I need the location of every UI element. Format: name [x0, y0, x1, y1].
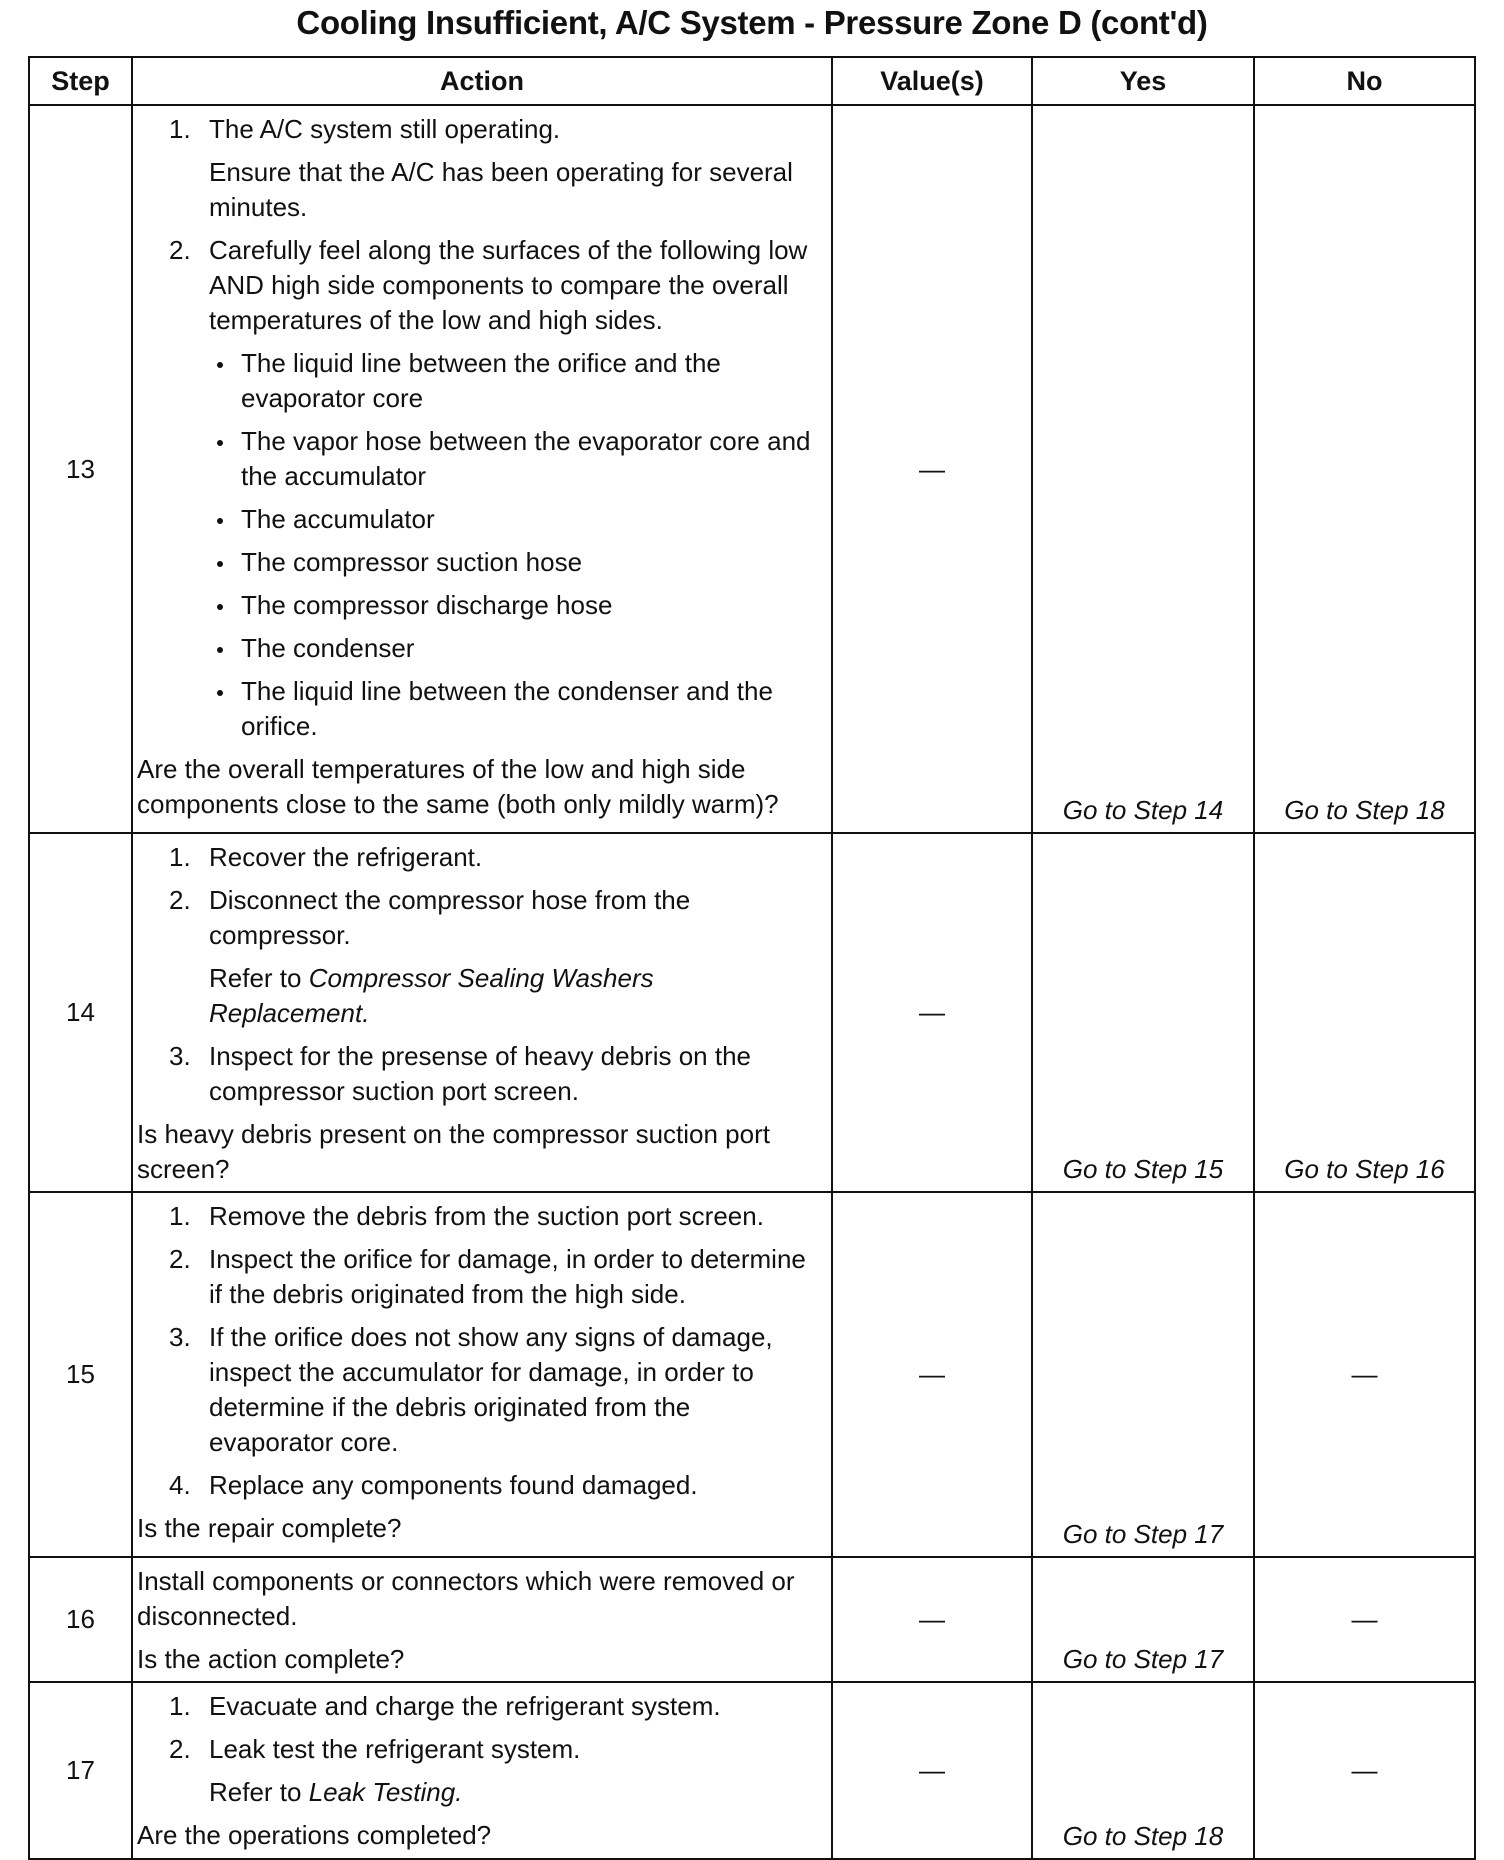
bullet-item: The compressor suction hose	[209, 545, 821, 580]
value-cell: —	[832, 1557, 1032, 1682]
component-bullet-list	[209, 346, 821, 744]
action-cell	[132, 1682, 832, 1859]
table-row-step-13	[29, 105, 1475, 833]
item-number: 2.	[169, 235, 191, 265]
item-note	[209, 1775, 821, 1810]
bullet-item: The vapor hose between the evaporator core and the accumulator	[209, 424, 821, 494]
action-list	[137, 1689, 821, 1810]
refer-prefix: Refer to	[209, 963, 309, 993]
item-number: 2.	[169, 1244, 191, 1274]
reference-title: Leak Testing.	[308, 1777, 463, 1807]
step-question: Is the repair complete?	[137, 1513, 402, 1543]
list-item	[137, 1689, 821, 1724]
item-text: Replace any components found damaged.	[209, 1470, 698, 1500]
action-cell	[132, 1557, 832, 1682]
bullet-item: The liquid line between the orifice and the evaporator core	[209, 346, 821, 416]
item-number: 2.	[169, 885, 191, 915]
step-number: 14	[29, 833, 132, 1192]
item-note	[209, 961, 821, 1031]
list-item	[137, 1732, 821, 1810]
refer-prefix: Refer to	[209, 1777, 309, 1807]
no-cell: —	[1254, 1682, 1475, 1859]
no-cell: Go to Step 16	[1254, 833, 1475, 1192]
yes-cell: Go to Step 17	[1032, 1557, 1254, 1682]
item-text: The A/C system still operating.	[209, 114, 561, 144]
item-number: 2.	[169, 1734, 191, 1764]
action-cell	[132, 833, 832, 1192]
item-text: Evacuate and charge the refrigerant system.	[209, 1691, 721, 1721]
no-cell: Go to Step 18	[1254, 105, 1475, 833]
action-text: Install components or connectors which were removed or disconnected.	[137, 1566, 795, 1631]
item-text: Leak test the refrigerant system.	[209, 1734, 581, 1764]
step-number: 15	[29, 1192, 132, 1557]
action-list	[137, 840, 821, 1109]
step-number: 13	[29, 105, 132, 833]
bullet-item: The condenser	[209, 631, 821, 666]
list-item	[137, 1242, 821, 1312]
step-number: 17	[29, 1682, 132, 1859]
table-row-step-15	[29, 1192, 1475, 1557]
bullet-item: The accumulator	[209, 502, 821, 537]
yes-cell: Go to Step 17	[1032, 1192, 1254, 1557]
item-number: 1.	[169, 1691, 191, 1721]
value-cell: —	[832, 105, 1032, 833]
list-item	[137, 840, 821, 875]
step-question: Are the operations completed?	[137, 1820, 492, 1850]
step-number: 16	[29, 1557, 132, 1682]
reference-title: Compressor Sealing Washers Replacement.	[209, 963, 654, 1028]
item-text: Disconnect the compressor hose from the compressor.	[209, 885, 691, 950]
item-number: 1.	[169, 114, 191, 144]
page-title: Cooling Insufficient, A/C System - Pressure Zone D (cont'd)	[296, 4, 1208, 41]
action-list	[137, 112, 821, 744]
step-question: Is heavy debris present on the compressor suction port screen?	[137, 1119, 770, 1184]
list-item	[137, 1039, 821, 1109]
item-number: 3.	[169, 1322, 191, 1352]
list-item	[137, 883, 821, 1031]
item-text: If the orifice does not show any signs of damage, inspect the accumulator for damage, in order to determine if the debris originated from the evaporator core.	[209, 1322, 773, 1457]
item-number: 3.	[169, 1041, 191, 1071]
item-text: Inspect for the presense of heavy debris on the compressor suction port screen.	[209, 1041, 752, 1106]
header-yes: Yes	[1032, 57, 1254, 105]
action-cell	[132, 105, 832, 833]
no-cell: —	[1254, 1557, 1475, 1682]
table-row-step-14	[29, 833, 1475, 1192]
action-list	[137, 1199, 821, 1503]
value-cell: —	[832, 833, 1032, 1192]
item-text: Remove the debris from the suction port screen.	[209, 1201, 764, 1231]
list-item	[137, 1199, 821, 1234]
yes-cell: Go to Step 18	[1032, 1682, 1254, 1859]
bullet-item: The compressor discharge hose	[209, 588, 821, 623]
table-row-step-17	[29, 1682, 1475, 1859]
item-text: Recover the refrigerant.	[209, 842, 483, 872]
yes-cell: Go to Step 14	[1032, 105, 1254, 833]
header-row	[29, 57, 1475, 105]
procedure-table	[28, 56, 1476, 1860]
list-item	[137, 233, 821, 744]
header-action: Action	[132, 57, 832, 105]
item-text: Carefully feel along the surfaces of the following low AND high side components to compare the overall temperatures of the low and high sides.	[209, 235, 808, 335]
item-note: Ensure that the A/C has been operating for several minutes.	[209, 157, 793, 222]
table-row-step-16	[29, 1557, 1475, 1682]
yes-cell: Go to Step 15	[1032, 833, 1254, 1192]
header-no: No	[1254, 57, 1475, 105]
no-cell: —	[1254, 1192, 1475, 1557]
value-cell: —	[832, 1192, 1032, 1557]
header-step: Step	[29, 57, 132, 105]
step-question: Are the overall temperatures of the low and high side components close to the same (both only mildly warm)?	[137, 754, 779, 819]
action-cell	[132, 1192, 832, 1557]
list-item	[137, 112, 821, 225]
bullet-item: The liquid line between the condenser and the orifice.	[209, 674, 821, 744]
value-cell: —	[832, 1682, 1032, 1859]
list-item	[137, 1468, 821, 1503]
item-number: 4.	[169, 1470, 191, 1500]
item-text: Inspect the orifice for damage, in order to determine if the debris originated from the high side.	[209, 1244, 806, 1309]
header-values: Value(s)	[832, 57, 1032, 105]
step-question: Is the action complete?	[137, 1644, 405, 1674]
list-item	[137, 1320, 821, 1460]
item-number: 1.	[169, 842, 191, 872]
item-number: 1.	[169, 1201, 191, 1231]
